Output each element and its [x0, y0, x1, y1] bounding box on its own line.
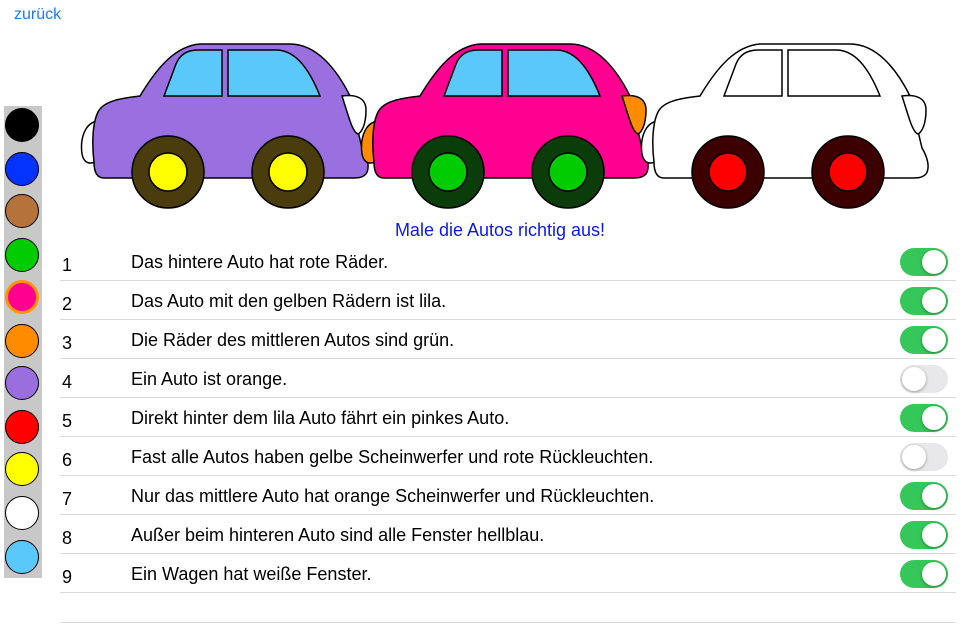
divider [60, 622, 956, 623]
toggle-knob [922, 523, 946, 547]
toggle-knob [902, 367, 926, 391]
statement-row [60, 242, 956, 281]
color-swatch-black[interactable] [5, 108, 39, 142]
statement-number: 5 [62, 411, 73, 431]
statement-text: Ein Wagen hat weiße Fenster. [131, 564, 372, 584]
statement-row [60, 476, 956, 515]
rear-car-front-rim[interactable] [829, 153, 867, 191]
first-car-rear-rim[interactable] [149, 153, 187, 191]
middle-car[interactable] [362, 44, 649, 208]
statement-text: Die Räder des mittleren Autos sind grün. [131, 330, 455, 350]
statement-text: Ein Auto ist orange. [131, 369, 288, 389]
color-swatch-pink[interactable] [5, 280, 39, 314]
statement-row [60, 320, 956, 359]
rear-car[interactable] [642, 44, 929, 208]
statement-text: Direkt hinter dem lila Auto fährt ein pinkes Auto. [131, 408, 510, 428]
statement-toggle[interactable] [900, 443, 948, 471]
statement-number: 6 [62, 450, 73, 470]
toggle-knob [922, 406, 946, 430]
statement-text: Das hintere Auto hat rote Räder. [131, 252, 389, 272]
statement-text: Fast alle Autos haben gelbe Scheinwerfer und rote Rückleuchten. [131, 447, 654, 467]
back-link[interactable]: zurück [14, 6, 62, 23]
middle-car-rear-rim[interactable] [429, 153, 467, 191]
middle-car-front-rim[interactable] [549, 153, 587, 191]
color-swatch-yellow[interactable] [5, 452, 39, 486]
statement-row [60, 359, 956, 398]
statement-number: 9 [62, 567, 73, 587]
statement-number: 1 [62, 255, 73, 275]
color-swatch-purple[interactable] [5, 366, 39, 400]
first-car-front-rim[interactable] [269, 153, 307, 191]
toggle-knob [902, 445, 926, 469]
toggle-knob [922, 484, 946, 508]
statement-toggle[interactable] [900, 521, 948, 549]
first-car[interactable] [82, 44, 369, 208]
color-palette [4, 106, 42, 578]
statement-number: 7 [62, 489, 73, 509]
statement-number: 3 [62, 333, 73, 353]
statement-number: 2 [62, 294, 73, 314]
statement-text: Außer beim hinteren Auto sind alle Fenster hellblau. [131, 525, 545, 545]
cars-illustration[interactable] [70, 36, 940, 218]
rear-car-rear-rim[interactable] [709, 153, 747, 191]
statement-number: 8 [62, 528, 73, 548]
toggle-knob [922, 328, 946, 352]
statement-row [60, 398, 956, 437]
color-swatch-green[interactable] [5, 238, 39, 272]
statement-text: Nur das mittlere Auto hat orange Scheinwerfer und Rückleuchten. [131, 486, 655, 506]
color-swatch-light-blue[interactable] [5, 540, 39, 574]
statement-row [60, 437, 956, 476]
statement-toggle[interactable] [900, 287, 948, 315]
color-swatch-blue[interactable] [5, 152, 39, 186]
statement-row [60, 281, 956, 320]
statement-toggle[interactable] [900, 248, 948, 276]
statement-toggle[interactable] [900, 404, 948, 432]
toggle-knob [922, 250, 946, 274]
statement-toggle[interactable] [900, 560, 948, 588]
statement-toggle[interactable] [900, 482, 948, 510]
toggle-knob [922, 289, 946, 313]
statement-toggle[interactable] [900, 326, 948, 354]
statement-row [60, 554, 956, 593]
statement-row [60, 515, 956, 554]
toggle-knob [922, 562, 946, 586]
color-swatch-red[interactable] [5, 410, 39, 444]
statement-text: Das Auto mit den gelben Rädern ist lila. [131, 291, 447, 311]
statement-list [60, 242, 956, 593]
statement-number: 4 [62, 372, 73, 392]
instruction-text: Male die Autos richtig aus! [394, 220, 606, 240]
statement-toggle[interactable] [900, 365, 948, 393]
color-swatch-white[interactable] [5, 496, 39, 530]
color-swatch-orange[interactable] [5, 324, 39, 358]
